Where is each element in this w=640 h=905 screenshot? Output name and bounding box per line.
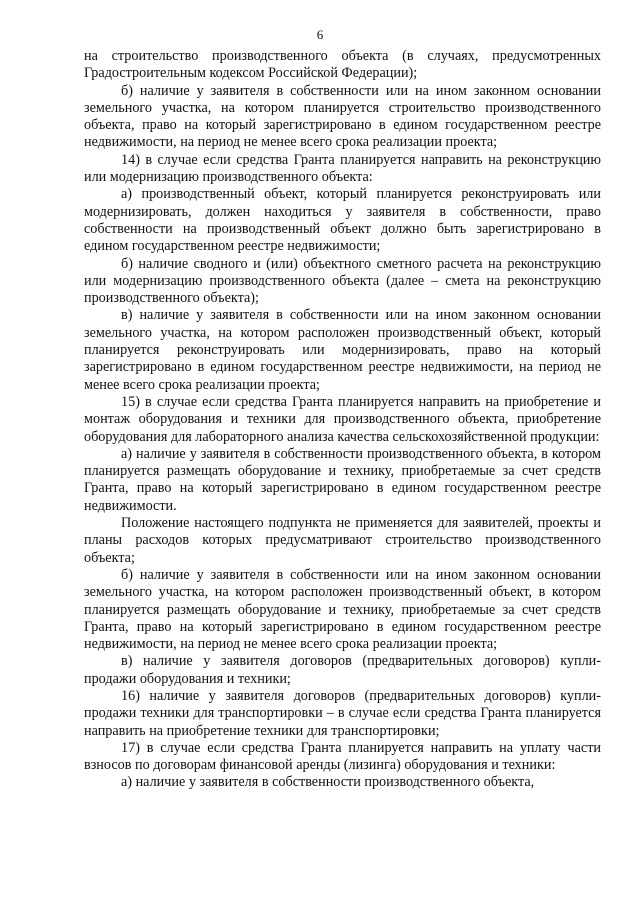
paragraph: б) наличие у заявителя в собственности или на ином законном основании земельного участка, на котором планируется строительство производственного объекта, право на который зарегистрировано в едином государственном реестре недвижимости, на период не менее всего срока реализации проекта; <box>84 82 601 151</box>
page-number: 6 <box>316 27 324 42</box>
paragraph: б) наличие у заявителя в собственности или на ином законном основании земельного участка, на котором расположен производственный объект, в котором планируется размещать оборудование и технику, приобретаемые за счет средств Гранта, право на который зарегистрировано в едином государственном реестре недвижимости, на период не менее всего срока реализации проекта; <box>84 566 601 653</box>
paragraph: 17) в случае если средства Гранта планируется направить на уплату части взносов по договорам финансовой аренды (лизинга) оборудования и техники: <box>84 739 601 774</box>
paragraph: 14) в случае если средства Гранта планируется направить на реконструкцию или модернизацию производственного объекта: <box>84 151 601 186</box>
paragraph: б) наличие сводного и (или) объектного сметного расчета на реконструкцию или модернизацию производственного объекта (далее – смета на реконструкцию производственного объекта); <box>84 255 601 307</box>
paragraph: Положение настоящего подпункта не применяется для заявителей, проекты и планы расходов которых предусматривают строительство производственного объекта; <box>84 515 601 566</box>
paragraph: в) наличие у заявителя договоров (предварительных договоров) купли-продажи оборудования и техники; <box>84 653 601 687</box>
paragraph: 15) в случае если средства Гранта планируется направить на приобретение и монтаж оборудования и техники для производственного объекта, приобретение оборудования для лабораторного анализа качества сельскохозяйственной продукции: <box>84 393 601 445</box>
paragraph: на строительство производственного объекта (в случаях, предусмотренных Градостроительным кодексом Российской Федерации); <box>84 48 601 82</box>
document-body <box>84 48 601 792</box>
paragraph: а) производственный объект, который планируется реконструировать или модернизировать, должен находиться у заявителя в собственности, право собственности на производственный объект должно быть зарегистрировано в едином государственном реестре недвижимости; <box>84 186 601 255</box>
paragraph: а) наличие у заявителя в собственности производственного объекта, <box>121 774 535 791</box>
paragraph: а) наличие у заявителя в собственности производственного объекта, в котором планируется размещать оборудование и технику, приобретаемые за счет средств Гранта, право на который зарегистрировано в едином государственном реестре недвижимости. <box>84 445 601 514</box>
paragraph: 16) наличие у заявителя договоров (предварительных договоров) купли-продажи техники для транспортировки – в случае если средства Гранта планируется направить на приобретение техники для транспортировки; <box>84 687 601 739</box>
paragraph: в) наличие у заявителя в собственности или на ином законном основании земельного участка, на котором расположен производственный объект, который планируется реконструировать или модернизировать, право на который зарегистрировано в едином государственном реестре недвижимости, на период не менее всего срока реализации проекта; <box>84 307 601 393</box>
